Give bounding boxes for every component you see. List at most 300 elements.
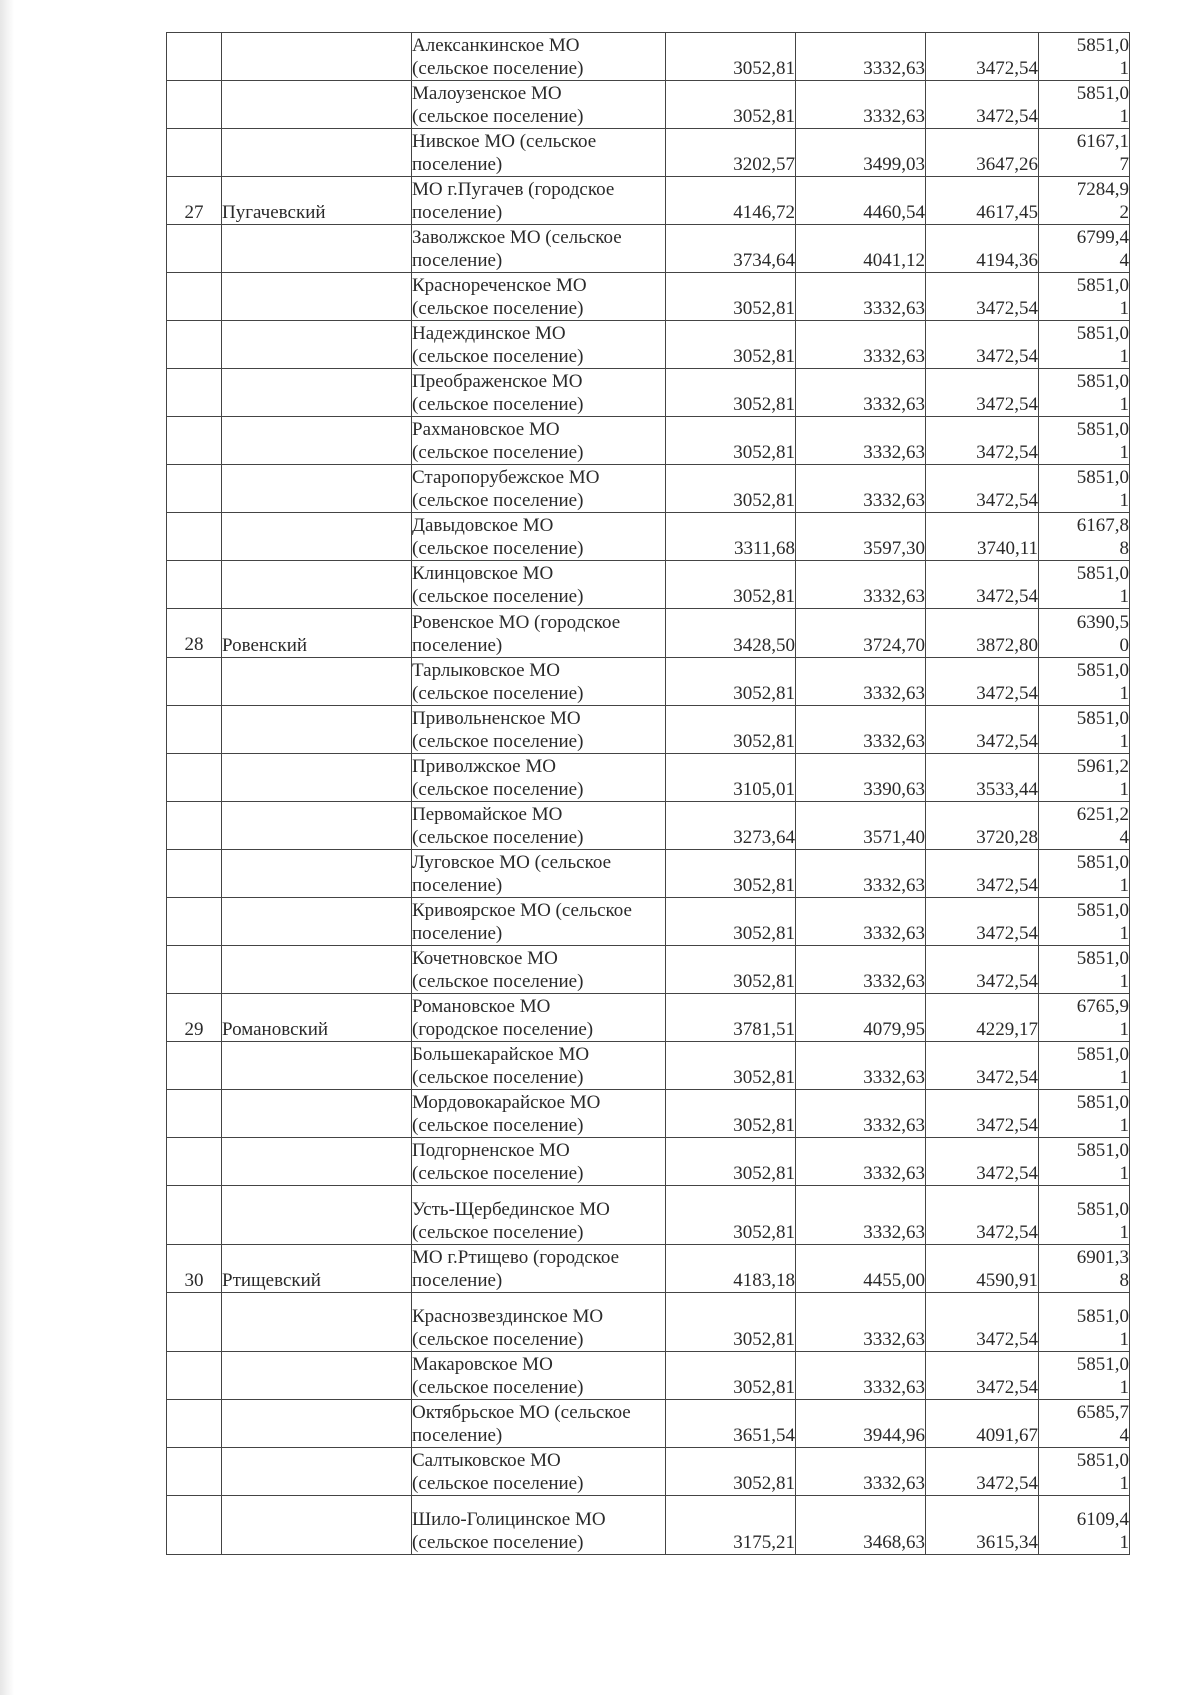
value-cell-1: 3052,81	[666, 1138, 796, 1186]
municipality-name-line1: Усть-Щербединское МО	[412, 1199, 610, 1220]
municipality-name-line1: Рахмановское МО	[412, 419, 560, 440]
value-cell-4	[1039, 946, 1130, 994]
value-cell-1: 3052,81	[666, 465, 796, 513]
municipality-name-line2: поселение)	[412, 1425, 503, 1446]
value-cell-3: 3472,54	[926, 658, 1039, 706]
value-cell-2: 3332,63	[796, 850, 926, 898]
municipality-name-line1: Малоузенское МО	[412, 83, 562, 104]
value-cell-2: 3332,63	[796, 369, 926, 417]
table-row	[167, 561, 1130, 609]
value-cell-3: 3472,54	[926, 1090, 1039, 1138]
value-4-part1: 6167,8	[1076, 515, 1129, 536]
value-4-part2: 1	[1119, 1329, 1129, 1350]
row-number-cell	[167, 1186, 222, 1245]
value-cell-4	[1039, 1352, 1130, 1400]
value-cell-3: 3472,54	[926, 706, 1039, 754]
municipality-name-line2: (сельское поселение)	[412, 971, 584, 992]
row-number-cell	[167, 850, 222, 898]
value-4-part2: 1	[1119, 1222, 1129, 1243]
table-body	[167, 33, 1130, 1555]
value-4-part2: 4	[1119, 1425, 1129, 1446]
district-cell	[222, 465, 412, 513]
value-cell-4	[1039, 994, 1130, 1042]
value-4-part1: 5851,0	[1076, 371, 1129, 392]
municipality-cell	[412, 1293, 666, 1352]
municipality-name-line1: Салтыковское МО	[412, 1450, 561, 1471]
row-number-cell	[167, 417, 222, 465]
value-4-part1: 5851,0	[1076, 83, 1129, 104]
table-row	[167, 1496, 1130, 1555]
municipality-name-line2: (сельское поселение)	[412, 298, 584, 319]
municipality-cell	[412, 658, 666, 706]
district-cell	[222, 561, 412, 609]
municipality-cell	[412, 369, 666, 417]
table-row	[167, 177, 1130, 225]
value-cell-4	[1039, 1245, 1130, 1293]
municipality-cell	[412, 1448, 666, 1496]
value-4-part1: 5851,0	[1076, 1092, 1129, 1113]
row-number-cell	[167, 1496, 222, 1555]
value-cell-1: 3175,21	[666, 1496, 796, 1555]
municipality-name-line1: Заволжское МО (сельское	[412, 227, 622, 248]
value-cell-3: 3472,54	[926, 850, 1039, 898]
value-cell-2: 3332,63	[796, 658, 926, 706]
value-cell-1: 4146,72	[666, 177, 796, 225]
value-4-part1: 6901,3	[1076, 1247, 1129, 1268]
row-number-cell	[167, 129, 222, 177]
value-cell-3: 3472,54	[926, 369, 1039, 417]
value-cell-2: 3332,63	[796, 1090, 926, 1138]
municipality-name-line2: (сельское поселение)	[412, 1329, 584, 1350]
row-number-cell	[167, 321, 222, 369]
municipality-name-line2: (сельское поселение)	[412, 106, 584, 127]
municipality-name-line2: (сельское поселение)	[412, 1163, 584, 1184]
value-cell-3: 3533,44	[926, 754, 1039, 802]
row-number-cell: 28	[167, 609, 222, 658]
municipality-cell	[412, 1245, 666, 1293]
value-4-part1: 5851,0	[1076, 35, 1129, 56]
value-cell-4	[1039, 33, 1130, 81]
value-cell-3: 4229,17	[926, 994, 1039, 1042]
value-cell-3: 3472,54	[926, 898, 1039, 946]
value-cell-4	[1039, 369, 1130, 417]
district-cell	[222, 1496, 412, 1555]
municipality-cell	[412, 1496, 666, 1555]
value-4-part1: 5851,0	[1076, 852, 1129, 873]
value-4-part2: 1	[1119, 442, 1129, 463]
table-row	[167, 129, 1130, 177]
value-cell-1: 3311,68	[666, 513, 796, 561]
municipality-cell	[412, 1186, 666, 1245]
municipality-name-line1: Тарлыковское МО	[412, 660, 560, 681]
value-4-part1: 5851,0	[1076, 323, 1129, 344]
value-cell-1: 3052,81	[666, 369, 796, 417]
municipality-name-line2: (сельское поселение)	[412, 1115, 584, 1136]
municipality-name-line2: поселение)	[412, 202, 503, 223]
municipality-name-line1: Привольненское МО	[412, 708, 581, 729]
district-cell	[222, 1352, 412, 1400]
value-4-part1: 5851,0	[1076, 1199, 1129, 1220]
value-4-part2: 1	[1119, 1377, 1129, 1398]
value-cell-2: 4041,12	[796, 225, 926, 273]
district-cell	[222, 33, 412, 81]
district-cell	[222, 898, 412, 946]
table-row	[167, 609, 1130, 658]
value-cell-3: 3615,34	[926, 1496, 1039, 1555]
value-cell-3: 3472,54	[926, 417, 1039, 465]
district-cell	[222, 129, 412, 177]
value-cell-2: 4079,95	[796, 994, 926, 1042]
value-cell-3: 4194,36	[926, 225, 1039, 273]
municipality-cell	[412, 81, 666, 129]
table-row	[167, 706, 1130, 754]
table-row	[167, 225, 1130, 273]
municipality-cell	[412, 561, 666, 609]
municipality-cell	[412, 129, 666, 177]
value-4-part1: 5851,0	[1076, 900, 1129, 921]
value-cell-2: 3332,63	[796, 561, 926, 609]
value-cell-4	[1039, 561, 1130, 609]
municipality-name-line1: Давыдовское МО	[412, 515, 554, 536]
municipality-name-line1: Шило-Голицинское МО	[412, 1509, 606, 1530]
municipality-name-line1: Ровенское МО (городское	[412, 612, 621, 633]
value-cell-4	[1039, 609, 1130, 658]
value-cell-2: 3944,96	[796, 1400, 926, 1448]
municipality-cell	[412, 225, 666, 273]
municipality-name-line2: (сельское поселение)	[412, 827, 584, 848]
value-cell-4	[1039, 1293, 1130, 1352]
district-cell	[222, 1400, 412, 1448]
municipality-name-line2: (сельское поселение)	[412, 58, 584, 79]
value-cell-1: 3052,81	[666, 1293, 796, 1352]
district-cell	[222, 1138, 412, 1186]
table-row	[167, 369, 1130, 417]
value-cell-4	[1039, 1138, 1130, 1186]
municipality-cell	[412, 946, 666, 994]
value-cell-4	[1039, 321, 1130, 369]
value-cell-1: 3052,81	[666, 81, 796, 129]
row-number-cell	[167, 1448, 222, 1496]
district-cell	[222, 850, 412, 898]
table-row	[167, 1090, 1130, 1138]
municipality-cell	[412, 609, 666, 658]
value-4-part2: 1	[1119, 683, 1129, 704]
value-4-part1: 6585,7	[1076, 1402, 1129, 1423]
municipality-name-line1: Макаровское МО	[412, 1354, 553, 1375]
municipality-name-line2: (сельское поселение)	[412, 683, 584, 704]
municipality-cell	[412, 1400, 666, 1448]
value-4-part1: 5851,0	[1076, 467, 1129, 488]
municipality-cell	[412, 898, 666, 946]
value-4-part2: 1	[1119, 923, 1129, 944]
municipality-name-line2: (сельское поселение)	[412, 1377, 584, 1398]
value-cell-3: 3472,54	[926, 1042, 1039, 1090]
row-number-cell	[167, 561, 222, 609]
value-4-part1: 5851,0	[1076, 1306, 1129, 1327]
row-number-cell	[167, 946, 222, 994]
table-row	[167, 1400, 1130, 1448]
municipality-name-line2: (сельское поселение)	[412, 779, 584, 800]
value-cell-2: 3332,63	[796, 1138, 926, 1186]
municipality-cell	[412, 513, 666, 561]
municipality-name-line1: Клинцовское МО	[412, 563, 554, 584]
row-number-cell	[167, 706, 222, 754]
value-4-part1: 6390,5	[1076, 612, 1129, 633]
value-cell-4	[1039, 1090, 1130, 1138]
row-number-cell	[167, 513, 222, 561]
district-cell	[222, 321, 412, 369]
value-4-part2: 2	[1119, 202, 1129, 223]
district-cell	[222, 273, 412, 321]
municipality-cell	[412, 33, 666, 81]
value-cell-1: 3273,64	[666, 802, 796, 850]
value-cell-4	[1039, 802, 1130, 850]
value-cell-1: 3052,81	[666, 658, 796, 706]
district-cell	[222, 1042, 412, 1090]
value-cell-2: 3332,63	[796, 1448, 926, 1496]
value-cell-1: 4183,18	[666, 1245, 796, 1293]
municipality-name-line1: Романовское МО	[412, 996, 551, 1017]
value-cell-1: 3052,81	[666, 1090, 796, 1138]
row-number-cell	[167, 898, 222, 946]
row-number-cell	[167, 658, 222, 706]
row-number-cell	[167, 465, 222, 513]
value-4-part1: 5851,0	[1076, 1044, 1129, 1065]
district-cell	[222, 513, 412, 561]
table-row	[167, 1245, 1130, 1293]
table-row	[167, 658, 1130, 706]
value-4-part1: 5851,0	[1076, 708, 1129, 729]
value-cell-2: 3332,63	[796, 321, 926, 369]
value-4-part2: 1	[1119, 1473, 1129, 1494]
row-number-cell	[167, 33, 222, 81]
value-cell-2: 3332,63	[796, 1352, 926, 1400]
value-cell-3: 3872,80	[926, 609, 1039, 658]
value-cell-1: 3052,81	[666, 33, 796, 81]
district-cell	[222, 1293, 412, 1352]
district-cell	[222, 754, 412, 802]
value-4-part1: 6251,2	[1076, 804, 1129, 825]
value-4-part2: 1	[1119, 779, 1129, 800]
municipality-name-line2: (сельское поселение)	[412, 538, 584, 559]
table-row	[167, 417, 1130, 465]
value-cell-1: 3651,54	[666, 1400, 796, 1448]
value-cell-4	[1039, 1042, 1130, 1090]
value-cell-4	[1039, 129, 1130, 177]
value-cell-3: 3720,28	[926, 802, 1039, 850]
district-cell: Ровенский	[222, 609, 412, 658]
value-4-part1: 6799,4	[1076, 227, 1129, 248]
value-cell-4	[1039, 754, 1130, 802]
value-4-part2: 1	[1119, 58, 1129, 79]
value-cell-3: 3472,54	[926, 273, 1039, 321]
municipality-cell	[412, 1090, 666, 1138]
municipality-name-line1: Алексанкинское МО	[412, 35, 580, 56]
value-4-part2: 1	[1119, 394, 1129, 415]
value-cell-2: 3332,63	[796, 1042, 926, 1090]
municipality-name-line1: Луговское МО (сельское	[412, 852, 612, 873]
value-4-part2: 1	[1119, 1532, 1129, 1553]
municipality-name-line2: поселение)	[412, 250, 503, 271]
municipality-name-line2: (сельское поселение)	[412, 1473, 584, 1494]
value-cell-4	[1039, 465, 1130, 513]
value-cell-4	[1039, 417, 1130, 465]
municipality-name-line2: (сельское поселение)	[412, 394, 584, 415]
value-cell-4	[1039, 177, 1130, 225]
municipality-name-line1: Приволжское МО	[412, 756, 556, 777]
table-row	[167, 1448, 1130, 1496]
value-cell-4	[1039, 1400, 1130, 1448]
value-cell-2: 3332,63	[796, 81, 926, 129]
table-row	[167, 994, 1130, 1042]
row-number-cell: 29	[167, 994, 222, 1042]
district-cell	[222, 1448, 412, 1496]
value-4-part2: 8	[1119, 1270, 1129, 1291]
municipality-name-line2: (сельское поселение)	[412, 442, 584, 463]
row-number-cell	[167, 1090, 222, 1138]
tariff-table	[166, 32, 1130, 1555]
table-row	[167, 946, 1130, 994]
row-number-cell	[167, 1138, 222, 1186]
value-4-part2: 1	[1119, 490, 1129, 511]
value-cell-1: 3052,81	[666, 706, 796, 754]
district-cell: Романовский	[222, 994, 412, 1042]
value-cell-4	[1039, 658, 1130, 706]
municipality-cell	[412, 802, 666, 850]
value-4-part2: 1	[1119, 971, 1129, 992]
row-number-cell	[167, 1400, 222, 1448]
municipality-cell	[412, 273, 666, 321]
table-row	[167, 1042, 1130, 1090]
value-cell-1: 3052,81	[666, 273, 796, 321]
value-cell-2: 3468,63	[796, 1496, 926, 1555]
value-4-part2: 1	[1119, 1019, 1129, 1040]
table-row	[167, 898, 1130, 946]
table-row	[167, 81, 1130, 129]
value-4-part1: 6765,9	[1076, 996, 1129, 1017]
value-4-part1: 5851,0	[1076, 1140, 1129, 1161]
value-cell-1: 3052,81	[666, 898, 796, 946]
municipality-name-line1: МО г.Ртищево (городское	[412, 1247, 620, 1268]
value-cell-2: 3597,30	[796, 513, 926, 561]
value-cell-4	[1039, 850, 1130, 898]
district-cell	[222, 81, 412, 129]
district-cell	[222, 417, 412, 465]
municipality-name-line2: поселение)	[412, 923, 503, 944]
value-cell-2: 3332,63	[796, 946, 926, 994]
value-cell-3: 3472,54	[926, 33, 1039, 81]
table-row	[167, 321, 1130, 369]
value-cell-2: 3332,63	[796, 1293, 926, 1352]
municipality-name-line1: Октябрьское МО (сельское	[412, 1402, 631, 1423]
table-row	[167, 465, 1130, 513]
value-4-part1: 5851,0	[1076, 563, 1129, 584]
value-cell-3: 3647,26	[926, 129, 1039, 177]
value-4-part2: 1	[1119, 586, 1129, 607]
municipality-name-line2: (сельское поселение)	[412, 1532, 584, 1553]
value-cell-4	[1039, 513, 1130, 561]
value-cell-3: 3472,54	[926, 1352, 1039, 1400]
municipality-cell	[412, 1042, 666, 1090]
table-row	[167, 1186, 1130, 1245]
value-4-part1: 6167,1	[1076, 131, 1129, 152]
value-cell-2: 3332,63	[796, 33, 926, 81]
row-number-cell	[167, 1293, 222, 1352]
value-4-part2: 7	[1119, 154, 1129, 175]
municipality-name-line2: поселение)	[412, 1270, 503, 1291]
value-cell-3: 4617,45	[926, 177, 1039, 225]
value-cell-3: 3472,54	[926, 1448, 1039, 1496]
row-number-cell	[167, 225, 222, 273]
municipality-name-line1: Кочетновское МО	[412, 948, 558, 969]
value-cell-1: 3052,81	[666, 1448, 796, 1496]
value-cell-1: 3105,01	[666, 754, 796, 802]
row-number-cell	[167, 754, 222, 802]
value-cell-3: 3472,54	[926, 1186, 1039, 1245]
value-cell-1: 3052,81	[666, 850, 796, 898]
municipality-cell	[412, 465, 666, 513]
row-number-cell	[167, 369, 222, 417]
value-4-part2: 4	[1119, 827, 1129, 848]
value-cell-4	[1039, 225, 1130, 273]
table-row	[167, 754, 1130, 802]
municipality-name-line1: Старопорубежское МО	[412, 467, 600, 488]
municipality-cell	[412, 1138, 666, 1186]
value-cell-1: 3734,64	[666, 225, 796, 273]
value-cell-2: 3724,70	[796, 609, 926, 658]
table-row	[167, 802, 1130, 850]
value-cell-3: 3472,54	[926, 81, 1039, 129]
municipality-name-line1: Большекарайское МО	[412, 1044, 590, 1065]
value-cell-4	[1039, 1448, 1130, 1496]
row-number-cell: 30	[167, 1245, 222, 1293]
table-row	[167, 1293, 1130, 1352]
value-cell-4	[1039, 898, 1130, 946]
value-cell-3: 3472,54	[926, 946, 1039, 994]
value-4-part2: 1	[1119, 298, 1129, 319]
district-cell: Пугачевский	[222, 177, 412, 225]
value-cell-1: 3052,81	[666, 1186, 796, 1245]
value-4-part2: 4	[1119, 250, 1129, 271]
value-cell-3: 4590,91	[926, 1245, 1039, 1293]
value-cell-2: 3332,63	[796, 465, 926, 513]
row-number-cell	[167, 802, 222, 850]
table-row	[167, 850, 1130, 898]
value-cell-2: 3332,63	[796, 417, 926, 465]
value-4-part1: 7284,9	[1076, 179, 1129, 200]
value-cell-3: 3472,54	[926, 321, 1039, 369]
value-cell-1: 3781,51	[666, 994, 796, 1042]
table-row	[167, 33, 1130, 81]
row-number-cell	[167, 1352, 222, 1400]
value-cell-2: 3571,40	[796, 802, 926, 850]
municipality-name-line2: поселение)	[412, 875, 503, 896]
value-cell-2: 3332,63	[796, 898, 926, 946]
value-cell-2: 3332,63	[796, 706, 926, 754]
value-4-part2: 1	[1119, 1163, 1129, 1184]
district-cell	[222, 658, 412, 706]
value-cell-2: 3499,03	[796, 129, 926, 177]
municipality-cell	[412, 321, 666, 369]
municipality-name-line2: поселение)	[412, 154, 503, 175]
municipality-cell	[412, 754, 666, 802]
value-cell-3: 4091,67	[926, 1400, 1039, 1448]
table-row	[167, 513, 1130, 561]
value-cell-4	[1039, 273, 1130, 321]
municipality-cell	[412, 1352, 666, 1400]
municipality-name-line2: (сельское поселение)	[412, 1222, 584, 1243]
value-4-part2: 1	[1119, 1115, 1129, 1136]
